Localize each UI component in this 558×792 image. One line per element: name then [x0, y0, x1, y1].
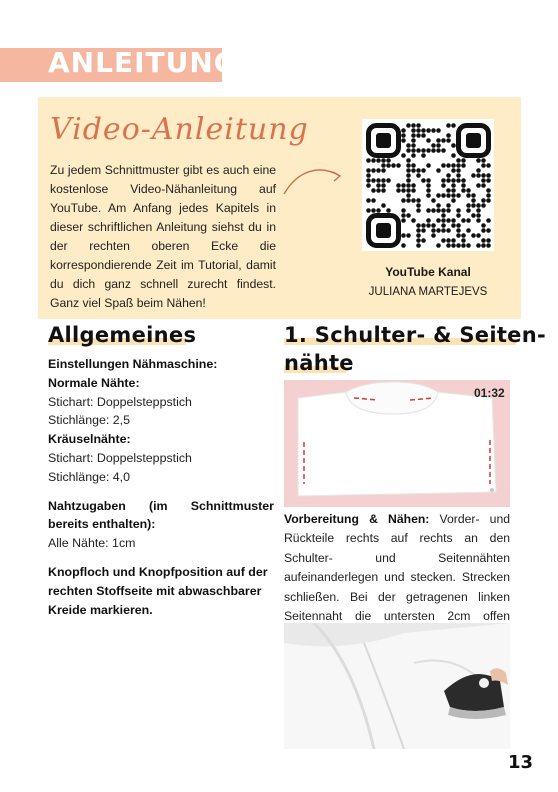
- general-section: [48, 355, 274, 619]
- gather-stitch-length: Stichlänge: 4,0: [48, 469, 130, 484]
- page-number: 13: [508, 752, 534, 773]
- youtube-channel-name: JULIANA MARTEJEVS: [368, 286, 488, 298]
- qr-code-icon: [362, 119, 494, 251]
- page-title: ANLEITUNG: [48, 46, 238, 79]
- youtube-qr-code[interactable]: [362, 119, 494, 251]
- general-heading: Allgemeines: [48, 323, 197, 347]
- ironing-image: [284, 623, 510, 749]
- tutorial-timestamp: 01:32: [474, 386, 505, 400]
- normal-seams-label: Normale Nähte:: [48, 375, 140, 390]
- ironing-photo: [284, 623, 510, 749]
- buttonhole-note: Knopfloch und Knopfposition auf der rechten Stoffseite mit abwaschbarer Kreide markieren.: [48, 564, 268, 617]
- machine-settings-label: Einstellungen Nähmaschine:: [48, 357, 218, 371]
- normal-stitch-length: Stichlänge: 2,5: [48, 413, 130, 428]
- gather-stitch-type: Stichart: Doppelsteppstich: [48, 450, 192, 465]
- seam-allowance-heading: Nahtzugaben (im Schnittmuster bereits enthalten):: [48, 498, 274, 532]
- step1-lead: Vorbereitung & Nähen:: [284, 512, 430, 526]
- youtube-channel-label: YouTube Kanal: [385, 265, 471, 279]
- seam-allowance-value: Alle Nähte: 1cm: [48, 536, 136, 551]
- step1-heading-line2: nähte: [284, 351, 354, 375]
- arrow-right-icon: [280, 160, 346, 200]
- video-instructions-text: Zu jedem Schnittmuster gibt es auch eine kostenlose Video-Nähanleitung auf YouTube. Am Anfang jedes Kapitels in dieser schriftlichen Anleitung siehst du in der rechten oberen Ecke die korrespondierende Zeit im Tutorial, damit du dich ganz schnell zurecht findest. Ganz viel Spaß beim Nähen!: [50, 163, 276, 310]
- gather-seams-label: Kräuselnähte:: [48, 432, 131, 447]
- normal-stitch-type: Stichart: Doppelsteppstich: [48, 394, 192, 409]
- video-instructions-title: Video-Anleitung: [50, 112, 309, 147]
- step1-heading-line1: 1. Schulter- & Seiten-: [284, 323, 546, 347]
- step1-text: Vorder- und Rückteile rechts auf rechts an den Schulter- und Seitennähten aufeinanderlegen und stecken. Strecken schließen. Bei der getragenen linken Seitennaht die untersten 2cm offen: [284, 512, 511, 624]
